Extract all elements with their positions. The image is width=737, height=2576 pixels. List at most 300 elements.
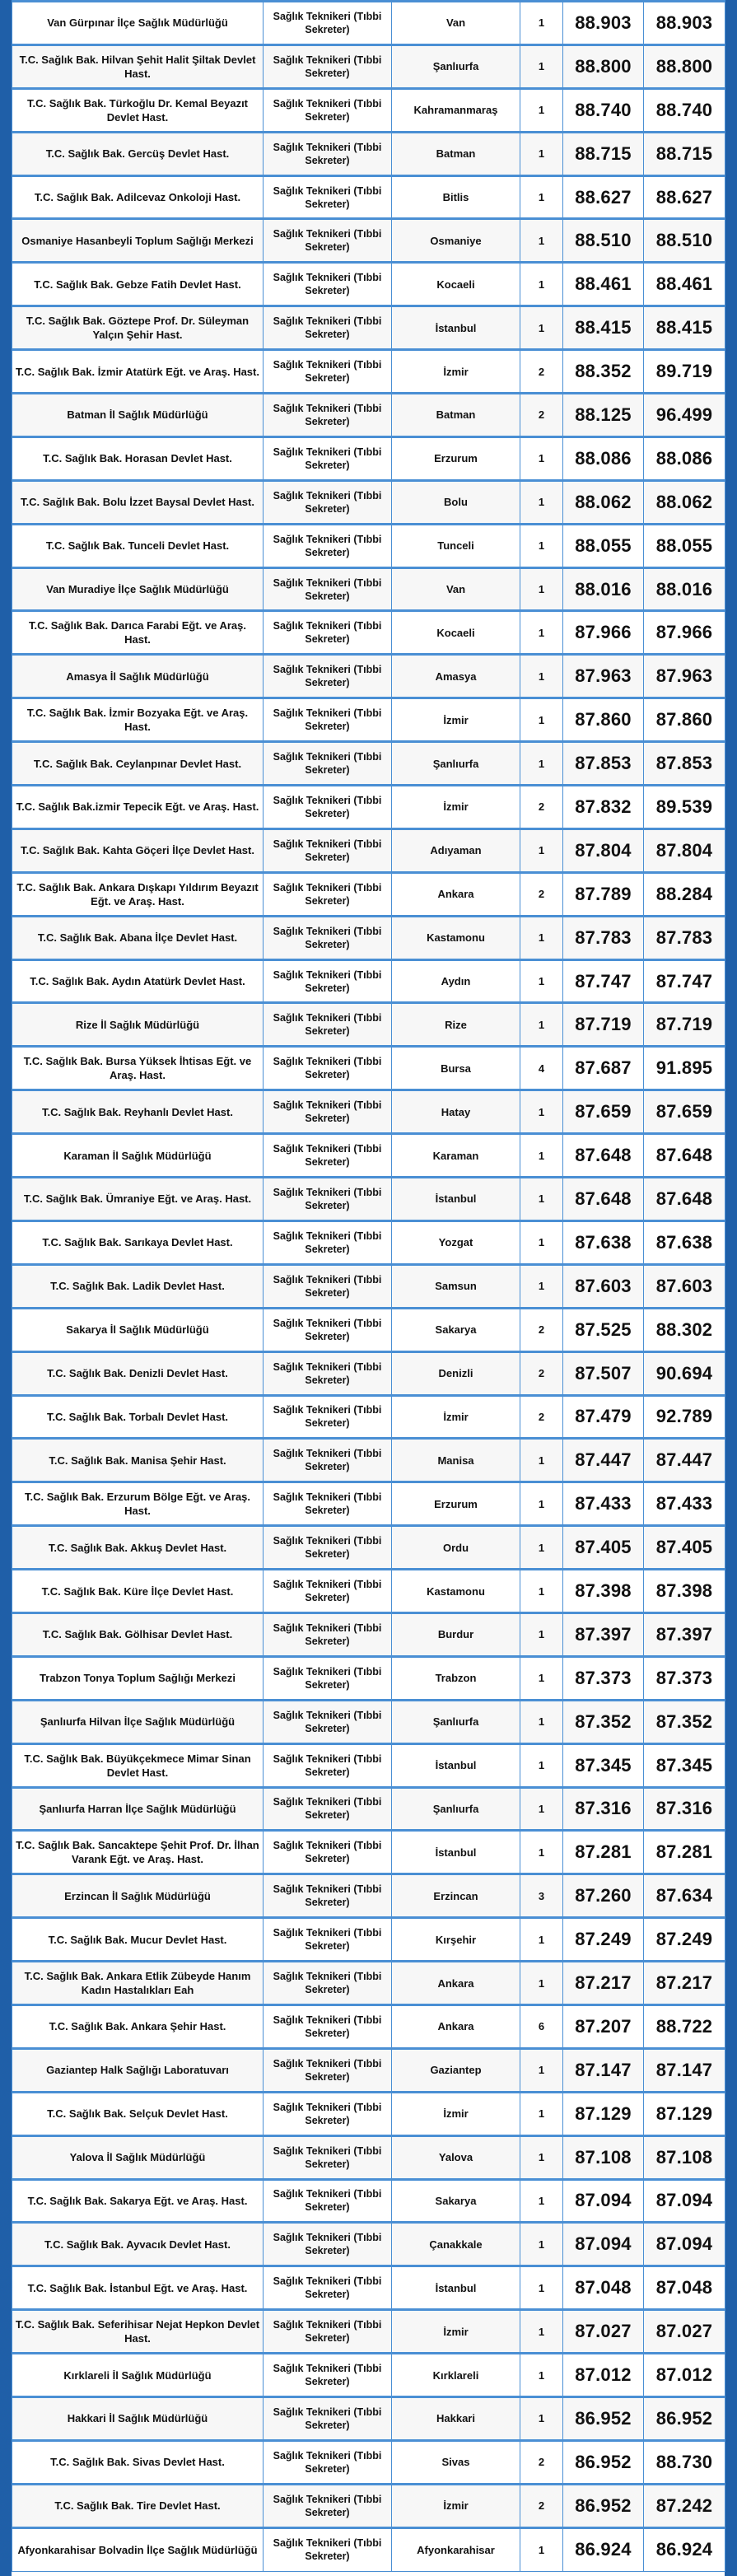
min-score-cell: 88.510 xyxy=(563,219,644,263)
institution-cell: T.C. Sağlık Bak. Darıca Farabi Eğt. ve Araş. Hast. xyxy=(12,611,264,655)
max-score-cell: 88.062 xyxy=(644,480,725,524)
institution-cell: T.C. Sağlık Bak. Gercüş Devlet Hast. xyxy=(12,132,264,175)
max-score-cell: 87.634 xyxy=(644,1874,725,1918)
quota-cell: 1 xyxy=(520,1570,563,1613)
position-cell: Sağlık Teknikeri (Tıbbi Sekreter) xyxy=(264,394,392,437)
max-score-cell: 87.719 xyxy=(644,1003,725,1047)
institution-cell: Afyonkarahisar Bolvadin İlçe Sağlık Müdürlüğü xyxy=(12,2527,264,2571)
quota-cell: 1 xyxy=(520,1526,563,1570)
quota-cell: 4 xyxy=(520,1047,563,1090)
position-cell: Sağlık Teknikeri (Tıbbi Sekreter) xyxy=(264,1918,392,1962)
table-row xyxy=(12,44,725,88)
institution-cell: T.C. Sağlık Bak. Gebze Fatih Devlet Hast. xyxy=(12,263,264,306)
max-score-cell: 87.648 xyxy=(644,1134,725,1178)
min-score-cell: 86.952 xyxy=(563,2396,644,2440)
table-row xyxy=(12,1090,725,1134)
min-score-cell: 87.316 xyxy=(563,1787,644,1831)
institution-cell: Rize İl Sağlık Müdürlüğü xyxy=(12,1003,264,1047)
position-cell: Sağlık Teknikeri (Tıbbi Sekreter) xyxy=(264,1743,392,1787)
max-score-cell: 87.405 xyxy=(644,1526,725,1570)
institution-cell: T.C. Sağlık Bak. Ankara Şehir Hast. xyxy=(12,2004,264,2048)
min-score-cell: 87.398 xyxy=(563,1570,644,1613)
max-score-cell: 88.415 xyxy=(644,306,725,350)
table-row xyxy=(12,2484,725,2527)
position-cell: Sağlık Teknikeri (Tıbbi Sekreter) xyxy=(264,1831,392,1874)
position-cell: Sağlık Teknikeri (Tıbbi Sekreter) xyxy=(264,2004,392,2048)
position-cell: Sağlık Teknikeri (Tıbbi Sekreter) xyxy=(264,611,392,655)
position-cell: Sağlık Teknikeri (Tıbbi Sekreter) xyxy=(264,567,392,611)
min-score-cell: 87.966 xyxy=(563,611,644,655)
min-score-cell: 88.352 xyxy=(563,350,644,394)
institution-cell: Van Gürpınar İlçe Sağlık Müdürlüğü xyxy=(12,2,264,45)
institution-cell: Kırklareli İl Sağlık Müdürlüğü xyxy=(12,2354,264,2397)
max-score-cell: 90.694 xyxy=(644,1351,725,1395)
table-row xyxy=(12,175,725,219)
quota-cell: 1 xyxy=(520,2092,563,2135)
quota-cell: 1 xyxy=(520,1264,563,1308)
quota-cell: 1 xyxy=(520,263,563,306)
table-row xyxy=(12,1482,725,1526)
institution-cell: Şanlıurfa Hilvan İlçe Sağlık Müdürlüğü xyxy=(12,1700,264,1743)
position-cell: Sağlık Teknikeri (Tıbbi Sekreter) xyxy=(264,306,392,350)
quota-cell: 1 xyxy=(520,1220,563,1264)
city-cell: Tunceli xyxy=(392,524,520,567)
quota-cell: 2 xyxy=(520,1351,563,1395)
max-score-cell: 87.094 xyxy=(644,2179,725,2223)
table-row xyxy=(12,916,725,959)
city-cell: Şanlıurfa xyxy=(392,44,520,88)
quota-cell: 1 xyxy=(520,698,563,742)
institution-cell: T.C. Sağlık Bak. Bolu İzzet Baysal Devlet Hast. xyxy=(12,480,264,524)
quota-cell: 1 xyxy=(520,2048,563,2092)
table-row xyxy=(12,1308,725,1351)
institution-cell: Osmaniye Hasanbeyli Toplum Sağlığı Merkezi xyxy=(12,219,264,263)
quota-cell: 1 xyxy=(520,175,563,219)
max-score-cell: 87.804 xyxy=(644,828,725,872)
city-cell: Erzincan xyxy=(392,1874,520,1918)
table-row xyxy=(12,480,725,524)
position-cell: Sağlık Teknikeri (Tıbbi Sekreter) xyxy=(264,2527,392,2571)
table-row xyxy=(12,1134,725,1178)
min-score-cell: 87.352 xyxy=(563,1700,644,1743)
min-score-cell: 88.740 xyxy=(563,88,644,132)
min-score-cell: 88.800 xyxy=(563,44,644,88)
min-score-cell: 87.217 xyxy=(563,1962,644,2005)
table-row xyxy=(12,1220,725,1264)
quota-cell: 1 xyxy=(520,44,563,88)
quota-cell: 2 xyxy=(520,350,563,394)
quota-cell: 1 xyxy=(520,2135,563,2179)
min-score-cell: 87.048 xyxy=(563,2266,644,2310)
city-cell: Sakarya xyxy=(392,2179,520,2223)
max-score-cell: 87.963 xyxy=(644,655,725,698)
city-cell: Karaman xyxy=(392,1134,520,1178)
table-row xyxy=(12,219,725,263)
table-row xyxy=(12,1526,725,1570)
city-cell: Yalova xyxy=(392,2135,520,2179)
city-cell: İstanbul xyxy=(392,1178,520,1221)
city-cell: İzmir xyxy=(392,1395,520,1439)
min-score-cell: 88.016 xyxy=(563,567,644,611)
quota-cell: 1 xyxy=(520,2266,563,2310)
max-score-cell: 87.966 xyxy=(644,611,725,655)
position-cell: Sağlık Teknikeri (Tıbbi Sekreter) xyxy=(264,2048,392,2092)
table-row xyxy=(12,1918,725,1962)
institution-cell: T.C. Sağlık Bak. Selçuk Devlet Hast. xyxy=(12,2092,264,2135)
position-cell: Sağlık Teknikeri (Tıbbi Sekreter) xyxy=(264,2266,392,2310)
min-score-cell: 87.659 xyxy=(563,1090,644,1134)
institution-cell: T.C. Sağlık Bak. Sancaktepe Şehit Prof. Dr. İlhan Varank Eğt. ve Araş. Hast. xyxy=(12,1831,264,1874)
quota-cell: 1 xyxy=(520,959,563,1003)
table-row xyxy=(12,1656,725,1700)
quota-cell: 1 xyxy=(520,2527,563,2571)
min-score-cell: 87.789 xyxy=(563,872,644,916)
quota-cell: 1 xyxy=(520,1612,563,1656)
institution-cell: Hakkari İl Sağlık Müdürlüğü xyxy=(12,2396,264,2440)
city-cell: Kahramanmaraş xyxy=(392,88,520,132)
position-cell: Sağlık Teknikeri (Tıbbi Sekreter) xyxy=(264,175,392,219)
min-score-cell: 87.094 xyxy=(563,2223,644,2266)
institution-cell: Yalova İl Sağlık Müdürlüğü xyxy=(12,2135,264,2179)
city-cell: İzmir xyxy=(392,2092,520,2135)
max-score-cell: 88.627 xyxy=(644,175,725,219)
city-cell: Batman xyxy=(392,394,520,437)
min-score-cell: 86.924 xyxy=(563,2527,644,2571)
max-score-cell: 88.086 xyxy=(644,436,725,480)
position-cell: Sağlık Teknikeri (Tıbbi Sekreter) xyxy=(264,2092,392,2135)
institution-cell: T.C. Sağlık Bak. Horasan Devlet Hast. xyxy=(12,436,264,480)
min-score-cell: 87.249 xyxy=(563,1918,644,1962)
min-score-cell: 87.027 xyxy=(563,2310,644,2354)
city-cell: Erzurum xyxy=(392,436,520,480)
min-score-cell: 87.963 xyxy=(563,655,644,698)
table-body xyxy=(12,2,725,2572)
city-cell: Bolu xyxy=(392,480,520,524)
city-cell: Batman xyxy=(392,132,520,175)
max-score-cell: 88.903 xyxy=(644,2,725,45)
min-score-cell: 87.860 xyxy=(563,698,644,742)
min-score-cell: 87.260 xyxy=(563,1874,644,1918)
table-row xyxy=(12,1570,725,1613)
city-cell: İstanbul xyxy=(392,306,520,350)
max-score-cell: 88.715 xyxy=(644,132,725,175)
institution-cell: T.C. Sağlık Bak. Ladik Devlet Hast. xyxy=(12,1264,264,1308)
city-cell: Ordu xyxy=(392,1526,520,1570)
max-score-cell: 87.433 xyxy=(644,1482,725,1526)
quota-cell: 1 xyxy=(520,1700,563,1743)
min-score-cell: 86.952 xyxy=(563,2440,644,2484)
institution-cell: T.C. Sağlık Bak. İstanbul Eğt. ve Araş. Hast. xyxy=(12,2266,264,2310)
max-score-cell: 88.800 xyxy=(644,44,725,88)
city-cell: Bitlis xyxy=(392,175,520,219)
city-cell: Erzurum xyxy=(392,1482,520,1526)
institution-cell: T.C. Sağlık Bak. Göztepe Prof. Dr. Süleyman Yalçın Şehir Hast. xyxy=(12,306,264,350)
quota-cell: 2 xyxy=(520,2440,563,2484)
institution-cell: T.C. Sağlık Bak. Ankara Dışkapı Yıldırım Beyazıt Eğt. ve Araş. Hast. xyxy=(12,872,264,916)
position-cell: Sağlık Teknikeri (Tıbbi Sekreter) xyxy=(264,1700,392,1743)
quota-cell: 1 xyxy=(520,480,563,524)
max-score-cell: 87.352 xyxy=(644,1700,725,1743)
position-cell: Sağlık Teknikeri (Tıbbi Sekreter) xyxy=(264,219,392,263)
min-score-cell: 88.055 xyxy=(563,524,644,567)
max-score-cell: 96.499 xyxy=(644,394,725,437)
institution-cell: T.C. Sağlık Bak. Büyükçekmece Mimar Sinan Devlet Hast. xyxy=(12,1743,264,1787)
quota-cell: 2 xyxy=(520,2484,563,2527)
min-score-cell: 87.108 xyxy=(563,2135,644,2179)
max-score-cell: 87.048 xyxy=(644,2266,725,2310)
table-row xyxy=(12,1612,725,1656)
position-cell: Sağlık Teknikeri (Tıbbi Sekreter) xyxy=(264,2440,392,2484)
position-cell: Sağlık Teknikeri (Tıbbi Sekreter) xyxy=(264,480,392,524)
position-cell: Sağlık Teknikeri (Tıbbi Sekreter) xyxy=(264,1178,392,1221)
institution-cell: T.C. Sağlık Bak. Akkuş Devlet Hast. xyxy=(12,1526,264,1570)
city-cell: İstanbul xyxy=(392,1831,520,1874)
table-row xyxy=(12,524,725,567)
table-row xyxy=(12,1831,725,1874)
min-score-cell: 87.147 xyxy=(563,2048,644,2092)
quota-cell: 1 xyxy=(520,828,563,872)
city-cell: Van xyxy=(392,2,520,45)
institution-cell: T.C. Sağlık Bak. Ümraniye Eğt. ve Araş. Hast. xyxy=(12,1178,264,1221)
table-row xyxy=(12,436,725,480)
table-row xyxy=(12,742,725,786)
position-cell: Sağlık Teknikeri (Tıbbi Sekreter) xyxy=(264,263,392,306)
position-cell: Sağlık Teknikeri (Tıbbi Sekreter) xyxy=(264,524,392,567)
institution-cell: T.C. Sağlık Bak. Sarıkaya Devlet Hast. xyxy=(12,1220,264,1264)
institution-cell: T.C. Sağlık Bak. Adilcevaz Onkoloji Hast. xyxy=(12,175,264,219)
position-cell: Sağlık Teknikeri (Tıbbi Sekreter) xyxy=(264,1874,392,1918)
position-cell: Sağlık Teknikeri (Tıbbi Sekreter) xyxy=(264,1526,392,1570)
city-cell: Hatay xyxy=(392,1090,520,1134)
max-score-cell: 87.860 xyxy=(644,698,725,742)
city-cell: İzmir xyxy=(392,2484,520,2527)
city-cell: Çanakkale xyxy=(392,2223,520,2266)
max-score-cell: 86.924 xyxy=(644,2527,725,2571)
quota-cell: 1 xyxy=(520,1656,563,1700)
institution-cell: T.C. Sağlık Bak.izmir Tepecik Eğt. ve Araş. Hast. xyxy=(12,786,264,829)
city-cell: İstanbul xyxy=(392,2266,520,2310)
position-cell: Sağlık Teknikeri (Tıbbi Sekreter) xyxy=(264,828,392,872)
max-score-cell: 91.895 xyxy=(644,1047,725,1090)
quota-cell: 1 xyxy=(520,742,563,786)
max-score-cell: 88.284 xyxy=(644,872,725,916)
position-cell: Sağlık Teknikeri (Tıbbi Sekreter) xyxy=(264,2,392,45)
position-cell: Sağlık Teknikeri (Tıbbi Sekreter) xyxy=(264,436,392,480)
quota-cell: 1 xyxy=(520,436,563,480)
city-cell: Van xyxy=(392,567,520,611)
quota-cell: 1 xyxy=(520,611,563,655)
min-score-cell: 87.507 xyxy=(563,1351,644,1395)
max-score-cell: 87.129 xyxy=(644,2092,725,2135)
city-cell: Kastamonu xyxy=(392,916,520,959)
position-cell: Sağlık Teknikeri (Tıbbi Sekreter) xyxy=(264,916,392,959)
institution-cell: T.C. Sağlık Bak. Gölhisar Devlet Hast. xyxy=(12,1612,264,1656)
city-cell: Kırklareli xyxy=(392,2354,520,2397)
institution-cell: T.C. Sağlık Bak. Tunceli Devlet Hast. xyxy=(12,524,264,567)
position-cell: Sağlık Teknikeri (Tıbbi Sekreter) xyxy=(264,1308,392,1351)
institution-cell: T.C. Sağlık Bak. Torbalı Devlet Hast. xyxy=(12,1395,264,1439)
institution-cell: Batman İl Sağlık Müdürlüğü xyxy=(12,394,264,437)
table-row xyxy=(12,1351,725,1395)
city-cell: Ankara xyxy=(392,872,520,916)
city-cell: Osmaniye xyxy=(392,219,520,263)
max-score-cell: 87.853 xyxy=(644,742,725,786)
quota-cell: 1 xyxy=(520,2310,563,2354)
city-cell: İzmir xyxy=(392,2310,520,2354)
table-row xyxy=(12,2135,725,2179)
position-cell: Sağlık Teknikeri (Tıbbi Sekreter) xyxy=(264,1787,392,1831)
table-row xyxy=(12,2266,725,2310)
position-cell: Sağlık Teknikeri (Tıbbi Sekreter) xyxy=(264,44,392,88)
table-row xyxy=(12,2527,725,2571)
position-cell: Sağlık Teknikeri (Tıbbi Sekreter) xyxy=(264,1570,392,1613)
position-cell: Sağlık Teknikeri (Tıbbi Sekreter) xyxy=(264,2484,392,2527)
institution-cell: Erzincan İl Sağlık Müdürlüğü xyxy=(12,1874,264,1918)
position-cell: Sağlık Teknikeri (Tıbbi Sekreter) xyxy=(264,1220,392,1264)
position-cell: Sağlık Teknikeri (Tıbbi Sekreter) xyxy=(264,742,392,786)
position-cell: Sağlık Teknikeri (Tıbbi Sekreter) xyxy=(264,698,392,742)
institution-cell: T.C. Sağlık Bak. Bursa Yüksek İhtisas Eğt. ve Araş. Hast. xyxy=(12,1047,264,1090)
city-cell: Şanlıurfa xyxy=(392,1700,520,1743)
quota-cell: 1 xyxy=(520,1003,563,1047)
position-cell: Sağlık Teknikeri (Tıbbi Sekreter) xyxy=(264,1047,392,1090)
quota-cell: 2 xyxy=(520,1308,563,1351)
quota-cell: 1 xyxy=(520,2396,563,2440)
institution-cell: T.C. Sağlık Bak. Sakarya Eğt. ve Araş. Hast. xyxy=(12,2179,264,2223)
city-cell: Bursa xyxy=(392,1047,520,1090)
min-score-cell: 87.012 xyxy=(563,2354,644,2397)
max-score-cell: 87.242 xyxy=(644,2484,725,2527)
position-cell: Sağlık Teknikeri (Tıbbi Sekreter) xyxy=(264,1482,392,1526)
city-cell: Gaziantep xyxy=(392,2048,520,2092)
max-score-cell: 87.012 xyxy=(644,2354,725,2397)
quota-cell: 1 xyxy=(520,1134,563,1178)
results-table-frame xyxy=(12,0,725,2576)
table-row xyxy=(12,872,725,916)
quota-cell: 1 xyxy=(520,655,563,698)
table-row xyxy=(12,1700,725,1743)
quota-cell: 1 xyxy=(520,1918,563,1962)
min-score-cell: 87.648 xyxy=(563,1178,644,1221)
table-row xyxy=(12,2223,725,2266)
table-row xyxy=(12,1047,725,1090)
table-row xyxy=(12,655,725,698)
max-score-cell: 88.740 xyxy=(644,88,725,132)
table-row xyxy=(12,1003,725,1047)
min-score-cell: 88.125 xyxy=(563,394,644,437)
institution-cell: T.C. Sağlık Bak. Mucur Devlet Hast. xyxy=(12,1918,264,1962)
position-cell: Sağlık Teknikeri (Tıbbi Sekreter) xyxy=(264,1003,392,1047)
institution-cell: T.C. Sağlık Bak. Manisa Şehir Hast. xyxy=(12,1439,264,1482)
quota-cell: 1 xyxy=(520,1439,563,1482)
max-score-cell: 89.719 xyxy=(644,350,725,394)
institution-cell: Karaman İl Sağlık Müdürlüğü xyxy=(12,1134,264,1178)
quota-cell: 1 xyxy=(520,1482,563,1526)
position-cell: Sağlık Teknikeri (Tıbbi Sekreter) xyxy=(264,2223,392,2266)
city-cell: Amasya xyxy=(392,655,520,698)
city-cell: Yozgat xyxy=(392,1220,520,1264)
table-row xyxy=(12,786,725,829)
quota-cell: 1 xyxy=(520,88,563,132)
table-row xyxy=(12,698,725,742)
city-cell: İzmir xyxy=(392,786,520,829)
table-row xyxy=(12,2310,725,2354)
max-score-cell: 87.747 xyxy=(644,959,725,1003)
min-score-cell: 87.405 xyxy=(563,1526,644,1570)
table-row xyxy=(12,1962,725,2005)
institution-cell: T.C. Sağlık Bak. İzmir Bozyaka Eğt. ve Araş. Hast. xyxy=(12,698,264,742)
max-score-cell: 87.316 xyxy=(644,1787,725,1831)
min-score-cell: 86.952 xyxy=(563,2484,644,2527)
table-row xyxy=(12,1787,725,1831)
min-score-cell: 87.433 xyxy=(563,1482,644,1526)
table-row xyxy=(12,394,725,437)
city-cell: Adıyaman xyxy=(392,828,520,872)
city-cell: Samsun xyxy=(392,1264,520,1308)
institution-cell: T.C. Sağlık Bak. Denizli Devlet Hast. xyxy=(12,1351,264,1395)
institution-cell: T.C. Sağlık Bak. Sivas Devlet Hast. xyxy=(12,2440,264,2484)
max-score-cell: 87.447 xyxy=(644,1439,725,1482)
min-score-cell: 88.415 xyxy=(563,306,644,350)
min-score-cell: 87.638 xyxy=(563,1220,644,1264)
quota-cell: 1 xyxy=(520,2,563,45)
max-score-cell: 88.461 xyxy=(644,263,725,306)
quota-cell: 1 xyxy=(520,1787,563,1831)
min-score-cell: 87.525 xyxy=(563,1308,644,1351)
position-cell: Sağlık Teknikeri (Tıbbi Sekreter) xyxy=(264,350,392,394)
institution-cell: Trabzon Tonya Toplum Sağlığı Merkezi xyxy=(12,1656,264,1700)
city-cell: Kocaeli xyxy=(392,611,520,655)
min-score-cell: 87.747 xyxy=(563,959,644,1003)
quota-cell: 1 xyxy=(520,306,563,350)
quota-cell: 2 xyxy=(520,1395,563,1439)
city-cell: Denizli xyxy=(392,1351,520,1395)
table-row xyxy=(12,1178,725,1221)
min-score-cell: 87.207 xyxy=(563,2004,644,2048)
position-cell: Sağlık Teknikeri (Tıbbi Sekreter) xyxy=(264,1962,392,2005)
table-row xyxy=(12,2004,725,2048)
city-cell: Şanlıurfa xyxy=(392,742,520,786)
institution-cell: T.C. Sağlık Bak. Hilvan Şehit Halit Şiltak Devlet Hast. xyxy=(12,44,264,88)
position-cell: Sağlık Teknikeri (Tıbbi Sekreter) xyxy=(264,2396,392,2440)
institution-cell: T.C. Sağlık Bak. Tire Devlet Hast. xyxy=(12,2484,264,2527)
table-row xyxy=(12,567,725,611)
quota-cell: 2 xyxy=(520,786,563,829)
city-cell: Kocaeli xyxy=(392,263,520,306)
min-score-cell: 87.447 xyxy=(563,1439,644,1482)
city-cell: Burdur xyxy=(392,1612,520,1656)
table-row xyxy=(12,959,725,1003)
min-score-cell: 87.345 xyxy=(563,1743,644,1787)
max-score-cell: 87.249 xyxy=(644,1918,725,1962)
city-cell: Hakkari xyxy=(392,2396,520,2440)
min-score-cell: 87.832 xyxy=(563,786,644,829)
min-score-cell: 87.648 xyxy=(563,1134,644,1178)
quota-cell: 1 xyxy=(520,2223,563,2266)
table-row xyxy=(12,2092,725,2135)
city-cell: İzmir xyxy=(392,350,520,394)
quota-cell: 1 xyxy=(520,1743,563,1787)
quota-cell: 2 xyxy=(520,394,563,437)
institution-cell: T.C. Sağlık Bak. Ankara Etlik Zübeyde Hanım Kadın Hastalıkları Eah xyxy=(12,1962,264,2005)
min-score-cell: 88.903 xyxy=(563,2,644,45)
position-cell: Sağlık Teknikeri (Tıbbi Sekreter) xyxy=(264,1351,392,1395)
table-row xyxy=(12,2179,725,2223)
position-cell: Sağlık Teknikeri (Tıbbi Sekreter) xyxy=(264,1395,392,1439)
position-cell: Sağlık Teknikeri (Tıbbi Sekreter) xyxy=(264,1090,392,1134)
institution-cell: Gaziantep Halk Sağlığı Laboratuvarı xyxy=(12,2048,264,2092)
min-score-cell: 87.373 xyxy=(563,1656,644,1700)
